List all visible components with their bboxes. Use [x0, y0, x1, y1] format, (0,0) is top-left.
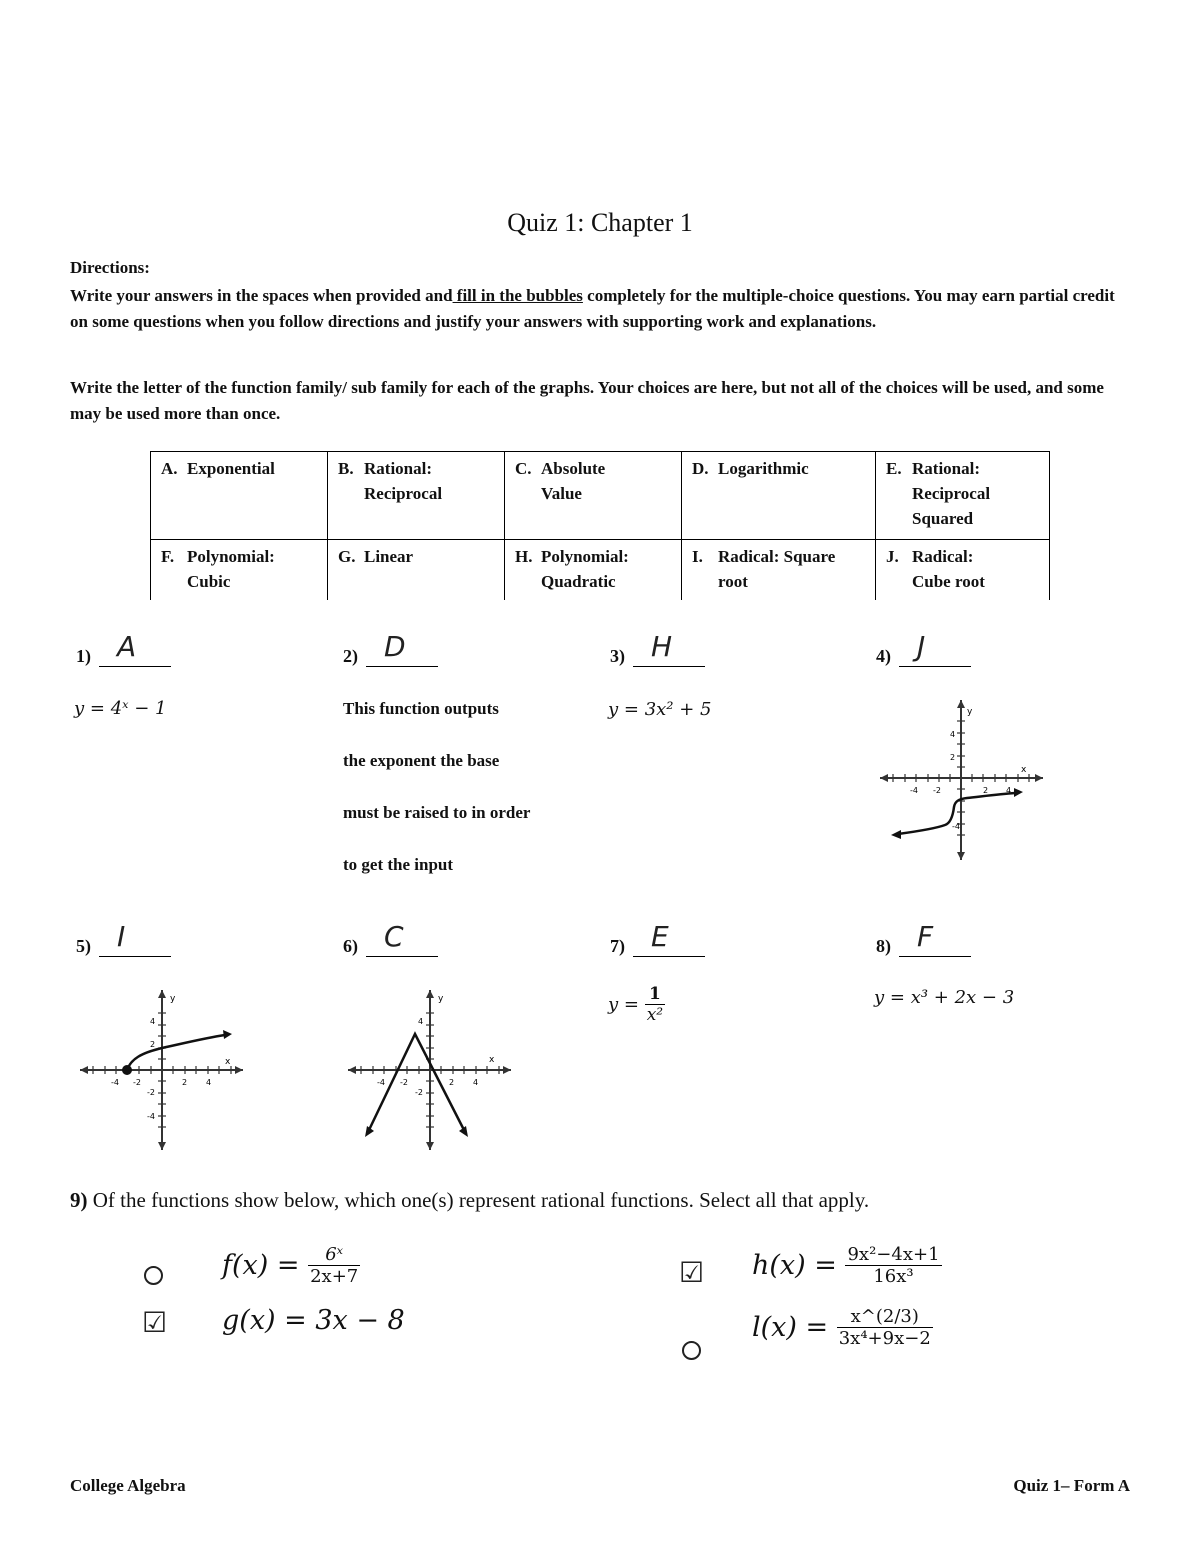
footer-form: Quiz 1– Form A	[1013, 1476, 1130, 1495]
svg-text:-2: -2	[133, 1078, 141, 1087]
option-h-fraction: $\frac{\text{9x²−4x+1}}{\text{16x³}}$	[847, 1244, 940, 1287]
svg-text:y: y	[170, 994, 176, 1004]
svg-text:-4: -4	[377, 1078, 385, 1087]
answer-1: A	[117, 630, 137, 663]
directions-text-2: completely for the multiple-choice questions. You may earn partial credit on some questions when you follow directions and justify your answers with supporting work and explanations.	[70, 286, 1115, 331]
directions-paragraph	[70, 283, 1130, 334]
svg-text:-2: -2	[147, 1088, 155, 1097]
option-l: l(x) = $\frac{x\^{}(2/3)}{\text{3x⁴+9x−2}}$	[752, 1306, 931, 1349]
choice-b: B. Rational: Reciprocal	[328, 452, 505, 540]
question-6: 6) C	[343, 934, 438, 957]
question-7-equation: y = $\frac{1}{\text{x²}}$	[608, 984, 664, 1025]
answer-4: J	[917, 630, 926, 663]
bubble-h-checked[interactable]: ☑	[679, 1256, 705, 1289]
answer-7: E	[651, 920, 669, 953]
choice-j: J. Radical: Cube root	[876, 540, 1050, 601]
svg-text:-4: -4	[111, 1078, 119, 1087]
svg-text:x: x	[489, 1055, 495, 1065]
svg-text:-4: -4	[910, 786, 918, 795]
bubble-l[interactable]	[682, 1341, 701, 1360]
page-title: Quiz 1: Chapter 1	[507, 208, 693, 237]
question-5: 5) I	[76, 934, 171, 957]
option-f-fraction: $\frac{\text{6ˣ}}{2x+7}$	[310, 1244, 359, 1287]
choice-f: F. Polynomial: Cubic	[151, 540, 328, 601]
svg-text:x: x	[225, 1057, 231, 1067]
svg-text:2: 2	[449, 1078, 455, 1087]
question-1-equation: y = 4ˣ − 1	[74, 698, 167, 719]
choice-e: E. Rational: Reciprocal Squared	[876, 452, 1050, 540]
question-8-equation: y = x³ + 2x − 3	[874, 987, 1015, 1008]
graph-6-absolute-value	[343, 985, 518, 1155]
choice-h: H. Polynomial: Quadratic	[505, 540, 682, 601]
svg-text:4: 4	[418, 1017, 424, 1026]
svg-text:-4: -4	[147, 1112, 155, 1121]
question-2: 2) D	[343, 644, 438, 667]
option-f: f(x) = $\frac{\text{6ˣ}}{2x+7}$	[222, 1244, 359, 1287]
bubble-f[interactable]	[144, 1266, 163, 1285]
answer-6: C	[384, 920, 404, 953]
directions-heading: Directions:	[70, 258, 150, 277]
answer-8: F	[917, 920, 934, 953]
question-3: 3) H	[610, 644, 705, 667]
question-9-prompt: 9) Of the functions show below, which one(s) represent rational functions. Select all that apply.	[70, 1188, 870, 1212]
svg-text:-2: -2	[400, 1078, 408, 1087]
svg-text:4: 4	[1006, 786, 1012, 795]
option-h: h(x) = $\frac{\text{9x²−4x+1}}{\text{16x³}}$	[752, 1244, 940, 1287]
choice-c: C. Absolute Value	[505, 452, 682, 540]
question-3-equation: y = 3x² + 5	[608, 699, 712, 720]
choice-i: I. Radical: Square root	[682, 540, 876, 601]
svg-text:2: 2	[182, 1078, 188, 1087]
choice-d: D. Logarithmic	[682, 452, 876, 540]
graph-4-cube-root	[875, 695, 1050, 865]
answer-3: H	[651, 630, 673, 663]
choice-a: A. Exponential	[151, 452, 328, 540]
svg-text:y: y	[438, 994, 444, 1004]
svg-text:4: 4	[950, 730, 956, 739]
option-l-fraction: $\frac{x\^{}(2/3)}{\text{3x⁴+9x−2}}$	[838, 1306, 931, 1349]
answer-5: I	[117, 920, 126, 953]
svg-text:4: 4	[150, 1017, 156, 1026]
footer-course: College Algebra	[70, 1476, 186, 1495]
question-7: 7) E	[610, 934, 705, 957]
svg-text:4: 4	[206, 1078, 212, 1087]
svg-text:2: 2	[983, 786, 989, 795]
option-g: g(x) = 3x − 8	[222, 1305, 405, 1336]
svg-text:2: 2	[150, 1040, 156, 1049]
svg-text:y: y	[967, 707, 973, 717]
bubble-g-checked[interactable]: ☑	[142, 1306, 168, 1339]
question-2-description: This function outputs the exponent the base must be raised to in order to get the input	[343, 699, 531, 874]
svg-text:-2: -2	[933, 786, 941, 795]
svg-text:4: 4	[473, 1078, 479, 1087]
question-1: 1) A	[76, 644, 171, 667]
svg-text:-2: -2	[415, 1088, 423, 1097]
choice-g: G. Linear	[328, 540, 505, 601]
question-7-fraction: $\frac{1}{\text{x²}}$	[646, 984, 664, 1025]
directions-underline: fill in the bubbles	[452, 286, 583, 305]
svg-text:2: 2	[950, 753, 956, 762]
question-8: 8) F	[876, 934, 971, 957]
function-family-table	[150, 451, 1050, 600]
svg-text:-4: -4	[952, 822, 960, 831]
answer-2: D	[384, 630, 406, 663]
instructions-paragraph: Write the letter of the function family/ sub family for each of the graphs. Your choices are here, but not all of the choices will be used, and some may be used more than once.	[70, 378, 1104, 423]
graph-5-square-root	[75, 985, 250, 1155]
svg-text:x: x	[1021, 765, 1027, 775]
directions-text-1: Write your answers in the spaces when provided and	[70, 286, 453, 305]
question-4: 4) J	[876, 644, 971, 667]
